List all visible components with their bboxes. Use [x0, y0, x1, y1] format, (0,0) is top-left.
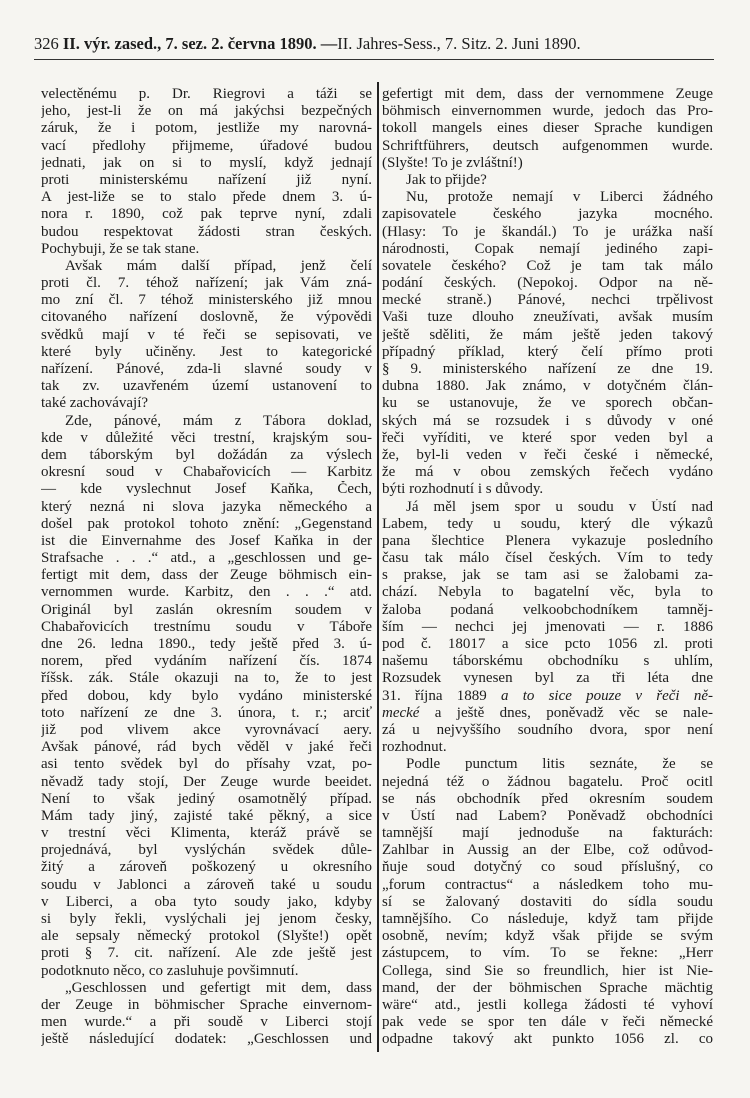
text-segment: 31. října 1889 [382, 687, 501, 704]
header-rule [34, 59, 714, 60]
text-line: tak zv. uzavřeném území ustanovení to [41, 378, 372, 395]
text-line: tokoll mangels eines dieser Sprache kundigen [382, 120, 713, 137]
text-line: Jak to přijde? [406, 171, 487, 188]
text-line: Vaši tuze dlouho zneužívati, avšak musím [382, 309, 713, 326]
text-line: Podle punctum litis seznáte, že se [406, 756, 713, 773]
text-line: ším — nechci jej jmenovati — r. 1886 [382, 618, 713, 635]
text-line: § 9. ministerského nařízení ze dne 19. [382, 361, 713, 377]
text-line: proti § 7. cit. nařízení. Ale zde ještě jest [41, 945, 372, 962]
text-line: pod č. 18017 a sice pcto 1056 zl. proti [382, 636, 713, 652]
page-number: 326 [34, 34, 59, 53]
text-line: Já měl jsem spor u soudu v Ústí nad [406, 498, 713, 515]
text-line: již pod vlivem akce vyrovnávací aery. [41, 721, 372, 738]
text-line: ale sepsaly německý protokol (Slyšte!) opět [41, 928, 372, 945]
text-line: ských má se rozsudek i s důvody v oné [382, 412, 713, 429]
text-line: národnosti, Copak nemají jediného zapi- [382, 240, 713, 257]
text-line: dne 26. ledna 1890., tedy ještě před 3. ú- [41, 636, 372, 652]
text-line: „Geschlossen und gefertigt mit dem, dass [65, 979, 372, 996]
text-segment: a ještě dnes, poněvadž věc se nale- [419, 704, 713, 721]
italic-text: mecké [382, 704, 420, 721]
text-line: svědků mají v té řeči se sepisovati, ve [41, 326, 372, 343]
text-line: mo zní čl. 7 téhož ministerského již mnou [41, 292, 372, 309]
text-line: ňuje soud dotyčný co soud příslušný, co [382, 859, 713, 876]
text-line: Schriftführers, deutsch aufgenommen wurde. [382, 137, 713, 154]
text-line: Zahlbar in Aussig an der Elbe, což odůvod- [382, 842, 713, 859]
text-line: zá u nejvyššího soudního dvora, spor není [382, 721, 713, 738]
text-line: velectěnému p. Dr. Riegrovi a táži se [41, 86, 372, 102]
text-line: že má v obou zemských řečech vydáno [382, 464, 713, 481]
text-line: A jest-liže se to stalo přede dnem 3. ú- [41, 189, 372, 206]
text-line: s prakse, jak se tam asi se žalobami za- [382, 567, 713, 584]
text-line: záruk, že i potom, jestliže my narovná- [41, 120, 372, 137]
text-line: tamnějšího. Co následuje, když tam přijde [382, 911, 713, 927]
text-line: böhmisch einvernommen wurde, jedoch das Pro- [382, 103, 713, 120]
text-line: okresní soud v Chabařovicích — Karbitz [41, 464, 372, 481]
header-german: II. Jahres-Sess., 7. Sitz. 2. Juni 1890. [337, 34, 581, 53]
text-line: osobně, nevím; když však přijde se svým [382, 928, 713, 945]
text-line: fertigt mit dem, dass der Zeuge böhmisch ein- [41, 567, 372, 584]
text-line: — kde vyslechnut Josef Kaňka, Čech, [41, 481, 372, 498]
text-line: dem táborským byl dožádán za výslech [41, 446, 372, 463]
text-line: Nu, protože nemají v Liberci žádného [406, 189, 713, 206]
text-line: odpadne takový akt punkto 1056 zl. co [382, 1031, 713, 1048]
text-line: vací předlohy přijmeme, úřadové budou [41, 137, 372, 154]
text-line: času tak málo čísel českých. Vím to tedy [382, 550, 713, 567]
text-line: také zachovávají? [41, 395, 149, 412]
text-line: men wurde.“ a při soudě v Liberci stojí [41, 1014, 372, 1031]
text-line: pak vede se spor ten dále v řeči německé [382, 1014, 713, 1031]
text-line: Mám tady jiný, zajisté také pěkný, a sice [41, 807, 372, 824]
text-line: v Ústí nad Labem? Poněvadž obchodníci [382, 807, 713, 824]
text-line: sovatele českého? Což je tam tak málo [382, 257, 713, 274]
text-line: chází. Nebyla to bagatelní věc, byla to [382, 584, 713, 601]
text-line: něvadž tady stojí, Der Zeuge wurde beeidet. [41, 773, 372, 790]
text-line: asi tento svědek byl do přísahy vzat, po- [41, 756, 372, 773]
text-line: jednati, jak on si to myslí, když jednají [41, 154, 372, 171]
text-line: proti ministerskému nařízení již nyní. [41, 171, 372, 188]
text-line: Avšak pánové, rád bych věděl v jaké řeči [41, 739, 372, 756]
text-line: (Hlasy: To je škandál.) To je urážka naší [382, 223, 713, 240]
text-line: v trestní věci Klimenta, kteráž právě se [41, 825, 372, 842]
text-line: norem, před vydáním nařízení čís. 1874 [41, 653, 372, 670]
text-line: (Slyšte! To je zvláštní!) [382, 154, 523, 171]
left-column [41, 86, 372, 1049]
text-line: podání českých. (Nepokoj. Odpor na ně- [382, 275, 713, 292]
text-line: řeči vyříditi, ve které spor veden byl a [382, 429, 713, 446]
text-line: mecké straně.) Pánové, nechci trpělivost [382, 292, 713, 309]
text-line: Chabařovicích trestnímu soudu v Táboře [41, 618, 372, 635]
text-line: pana šlechtice Plenera vykazuje posledního [382, 532, 713, 549]
text-line: Není to však jediný osamotnělý případ. [41, 790, 372, 807]
text-line: sí se žalovaný dostaviti do sídla soudu [382, 893, 713, 910]
text-line: dubna 1880. Jak známo, v dotyčném člán- [382, 378, 713, 395]
text-line: Originál byl zaslán okresním soudem v [41, 601, 372, 618]
text-line: žitý a zároveň poškozený u okresního [41, 859, 372, 876]
text-line: že, byl-li veden v řeči české i německé, [382, 446, 713, 463]
text-line: v Liberci, a oba tyto soudy jako, kdyby [41, 893, 372, 910]
text-line: der Zeuge in böhmischer Sprache einvernom- [41, 996, 372, 1013]
text-line: Strafsache . . .“ atd., a „geschlossen und ge- [41, 550, 372, 567]
text-line: gefertigt mit dem, dass der vernommene Zeuge [382, 86, 713, 102]
running-header [34, 34, 714, 54]
header-separator: — [320, 34, 338, 53]
text-line: ještě sděliti, že mám ještě jeden takový [382, 326, 713, 343]
text-line: Pochybuji, že se tak stane. [41, 240, 200, 257]
text-line: „forum contractus“ a následkem toho mu- [382, 876, 713, 893]
text-line: se nás obchodník před okresním soudem [382, 790, 713, 807]
column-divider [377, 82, 379, 1052]
text-line: případný příklad, který čelí přímo proti [382, 343, 713, 360]
italic-text: a to sice pouze v řeči ně- [500, 687, 713, 704]
text-line: ještě následující dodatek: „Geschlossen und [41, 1031, 372, 1048]
text-line: žaloba podaná velkoobchodníkem tamněj- [382, 601, 713, 618]
text-line: říšsk. zák. Stále okazuji na to, že to jest [41, 670, 372, 687]
text-line: zástupcem, to vím. To se řekne: „Herr [382, 945, 713, 962]
text-line: který nezná ni slova jazyka německého a [41, 498, 372, 515]
text-line: našemu táborskému obchodníku s uhlím, [382, 653, 713, 670]
text-line: býti rozhodnutí i s důvody. [382, 481, 544, 498]
text-line: podotknuto něco, co zasluhuje povšimnutí. [41, 962, 299, 979]
text-line: nora r. 1890, což pak teprve nyní, zdali [41, 206, 372, 223]
text-line: zapisovatele českého jazyka mocného. [382, 206, 713, 223]
text-line: ku se ustanovuje, že ve sporech občan- [382, 395, 713, 412]
text-line: proti čl. 7. téhož nařízení; jak Vám zná- [41, 275, 372, 292]
text-line: nařízení. Pánové, zda-li slavné soudy v [41, 361, 372, 377]
text-line: kde v důležité věci trestní, krajským sou- [41, 429, 372, 446]
text-line: před dobou, kdy bylo vydáno ministerské [41, 687, 372, 704]
text-line [382, 705, 713, 722]
header-czech: II. výr. zased., 7. sez. 2. června 1890. [62, 34, 317, 53]
text-line [382, 688, 713, 705]
text-line: Avšak mám další případ, jenž čelí [65, 257, 372, 274]
text-line: vernommen wurde. Karbitz, den . . .“ atd. [41, 584, 372, 601]
text-line: došel pak protokol tohoto znění: „Gegenstand [41, 515, 372, 532]
right-column [382, 86, 713, 1049]
text-line: Zde, pánové, mám z Tábora doklad, [65, 412, 372, 429]
text-line: soudu v Jablonci a zároveň také u soudu [41, 876, 372, 893]
text-line: Rozsudek vynesen byl za tři léta dne [382, 670, 713, 687]
text-line: rozhodnut. [382, 739, 447, 756]
text-line: nejedná též o žádnou bagatelu. Proč ocitl [382, 773, 713, 790]
text-line: které byly učiněny. Jest to kategorické [41, 343, 372, 360]
text-line: projednává, byl vyslýchán svědek důle- [41, 842, 372, 859]
text-line: mand, der der böhmischen Sprache mächtig [382, 979, 713, 996]
text-line: toto nařízení ze dne 3. února, t. r.; arciť [41, 704, 372, 721]
text-line: jeho, jest-li že on má jakýchsi bezpečných [41, 103, 372, 120]
text-line: tamnější mají jednoduše na fakturách: [382, 825, 713, 842]
text-line: ist die Einvernahme des Josef Kaňka in der [41, 532, 372, 549]
text-line: Collega, sind Sie so freundlich, hier ist Nie- [382, 962, 713, 979]
text-line: citovaného nařízení doslovně, že výpovědi [41, 309, 372, 326]
text-line: budou respektovat žádosti stran českých. [41, 223, 372, 240]
text-line: Labem, tedy u soudu, který dle výkazů [382, 515, 713, 532]
text-line: si byly řekli, vyslýchali jej jenom česky, [41, 911, 372, 927]
text-line: wäre“ atd., jestli kollega žádosti té vyhoví [382, 996, 713, 1013]
